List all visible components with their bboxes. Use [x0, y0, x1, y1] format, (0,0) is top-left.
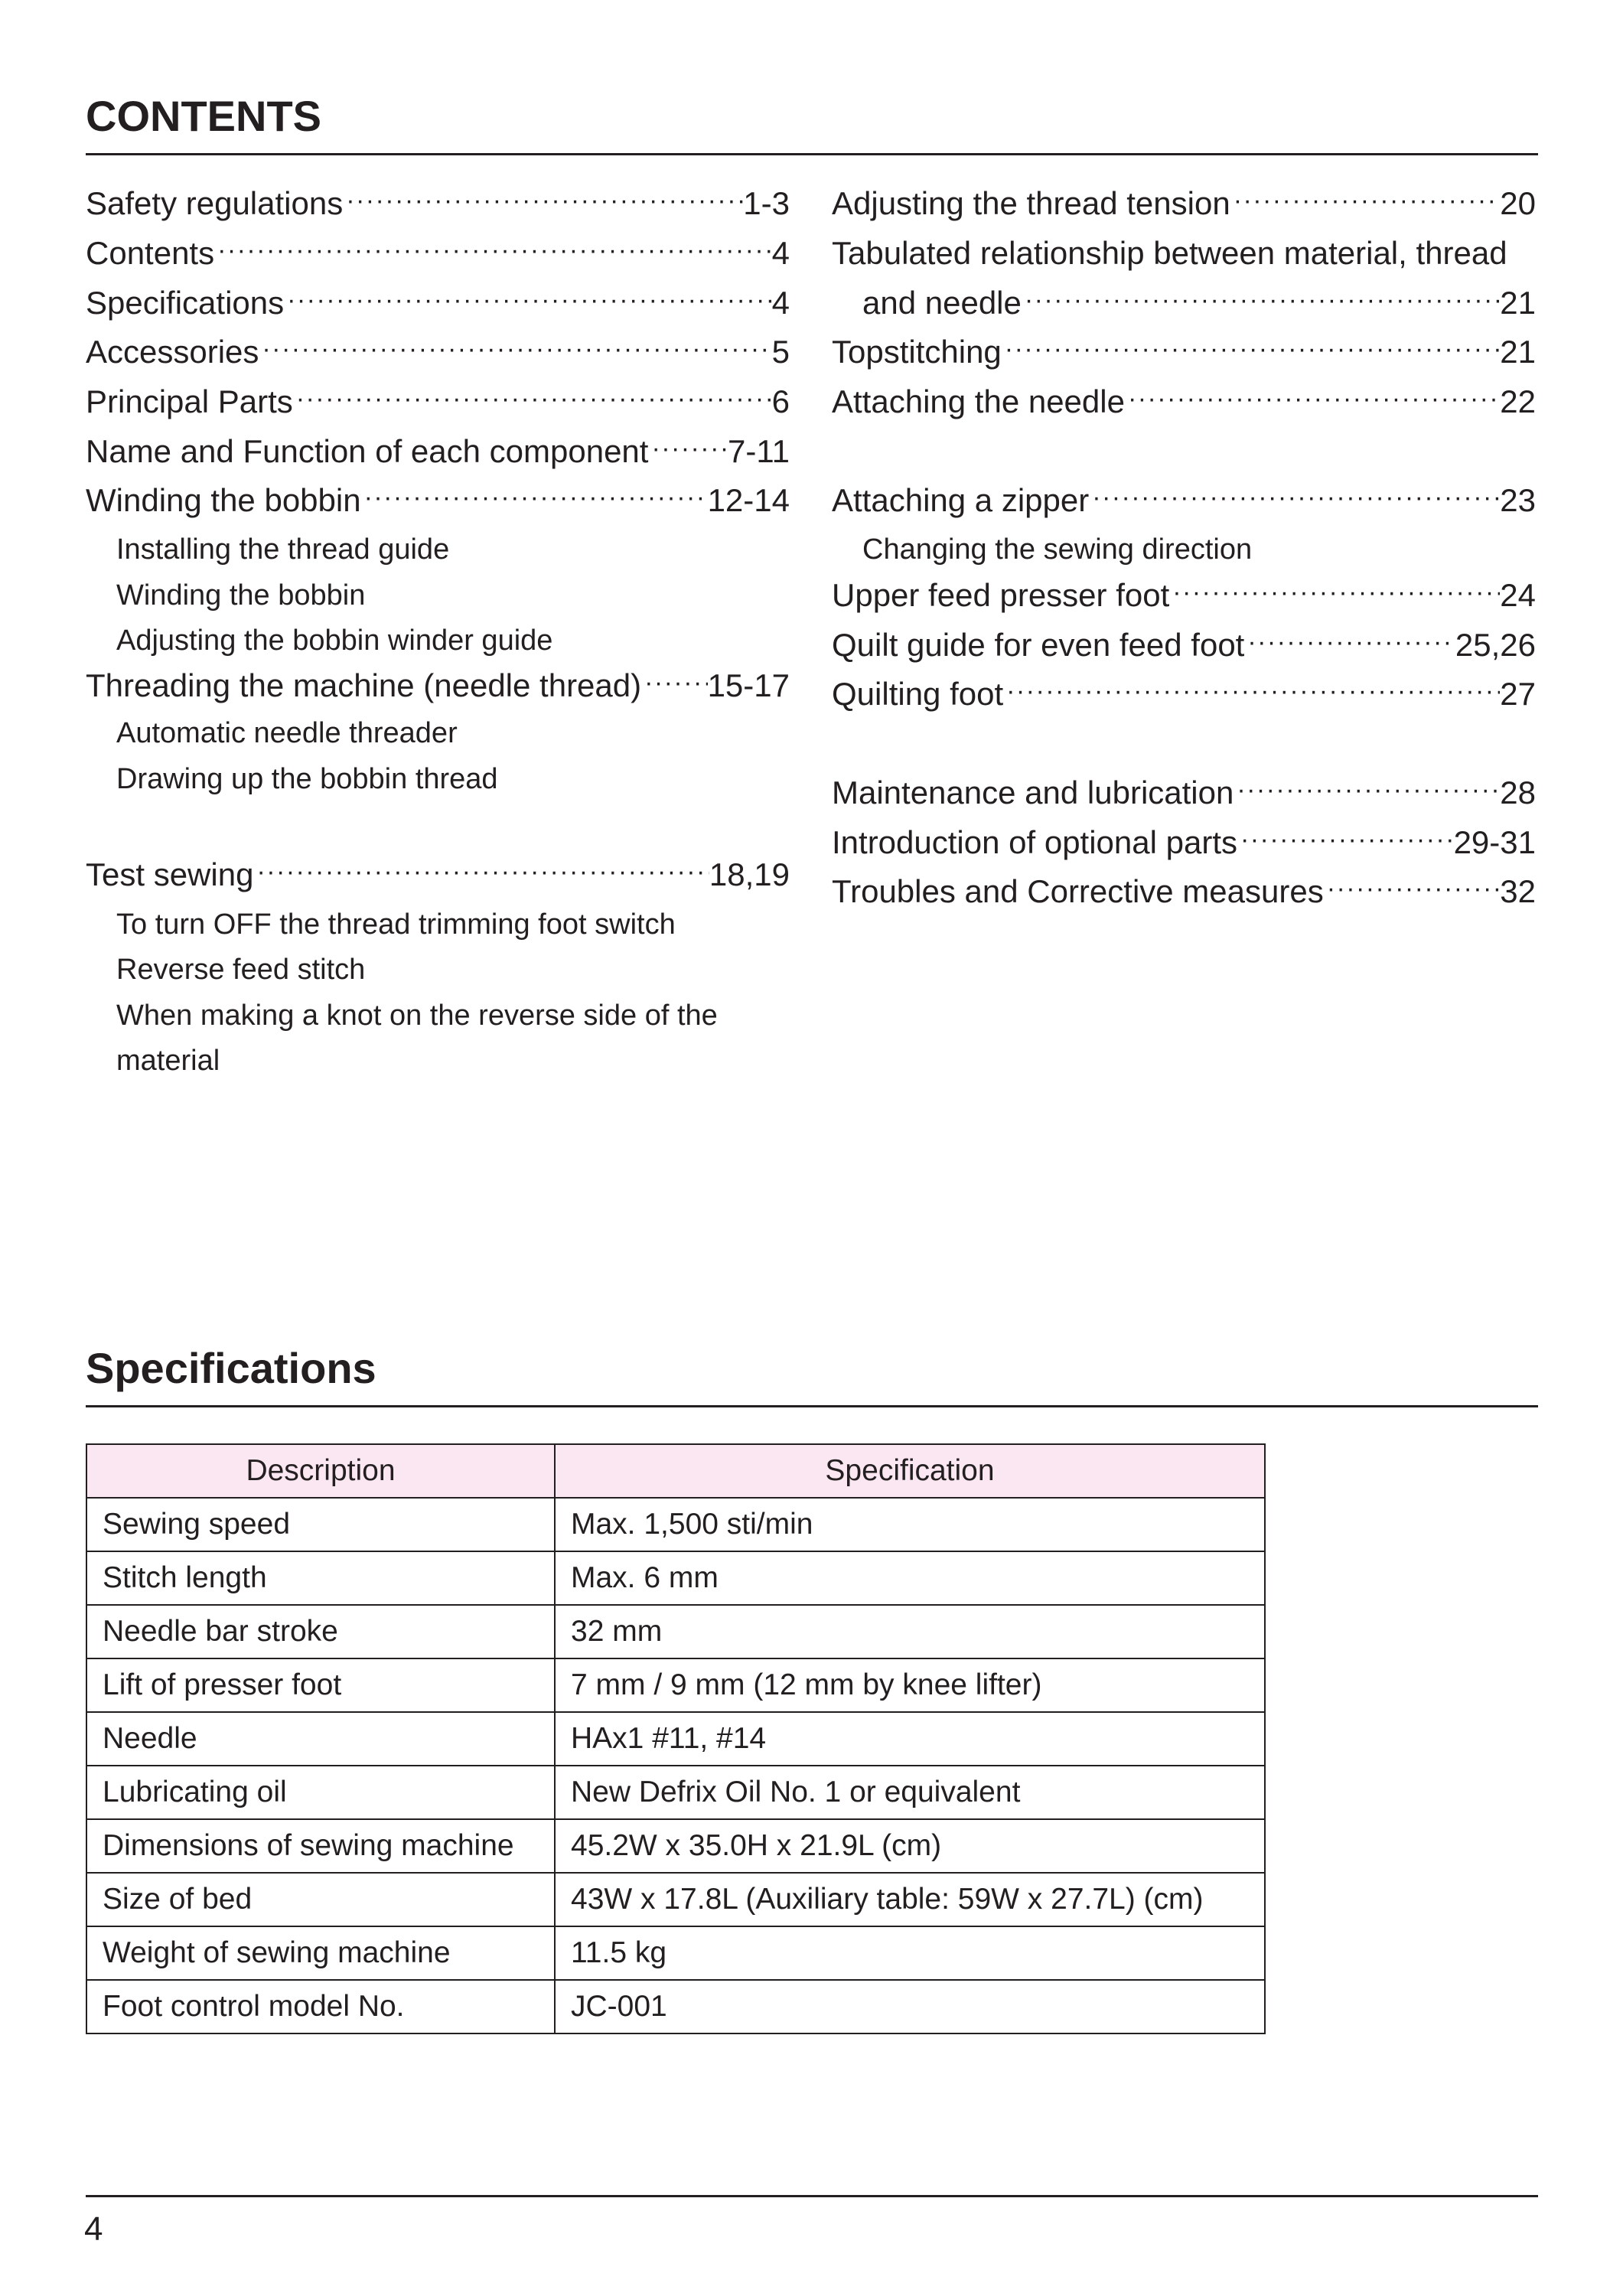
toc-entry[interactable]: Upper feed presser foot · · · 24: [832, 571, 1536, 620]
specification-cell: 7 mm / 9 mm (12 mm by knee lifter): [555, 1658, 1265, 1712]
table-row: [86, 1926, 1265, 1980]
toc-subentry[interactable]: material: [116, 1044, 220, 1077]
toc-entry[interactable]: Accessories · · · 5: [86, 328, 790, 377]
description-cell: Foot control model No.: [86, 1980, 555, 2033]
toc-subentry[interactable]: Drawing up the bobbin thread: [116, 762, 498, 795]
toc-entry[interactable]: Test sewing · · · 18,19: [86, 850, 790, 899]
toc-entry[interactable]: Name and Function of each component · · · 7-11: [86, 427, 790, 476]
toc-entry[interactable]: Troubles and Corrective measures · · · 32: [832, 867, 1536, 916]
toc-entry[interactable]: and needle · · · 21: [832, 279, 1536, 328]
toc-subentry[interactable]: Reverse feed stitch: [116, 953, 366, 986]
description-cell: Sewing speed: [86, 1498, 555, 1551]
toc-entry[interactable]: Contents · · · 4: [86, 229, 790, 278]
table-row: [86, 1766, 1265, 1819]
description-cell: Needle: [86, 1712, 555, 1766]
description-cell: Stitch length: [86, 1551, 555, 1605]
toc-entry[interactable]: Introduction of optional parts · · · 29-31: [832, 818, 1536, 867]
description-cell: Size of bed: [86, 1873, 555, 1926]
specification-cell: JC-001: [555, 1980, 1265, 2033]
table-header-row: [86, 1444, 1265, 1498]
table-row: [86, 1819, 1265, 1873]
table-row: [86, 1605, 1265, 1658]
toc-entry[interactable]: Maintenance and lubrication · · · 28: [832, 768, 1536, 817]
specifications-table: [86, 1443, 1266, 2034]
toc-entry[interactable]: Safety regulations · · · 1-3: [86, 179, 790, 228]
specification-cell: HAx1 #11, #14: [555, 1712, 1265, 1766]
description-cell: Lift of presser foot: [86, 1658, 555, 1712]
description-cell: Lubricating oil: [86, 1766, 555, 1819]
contents-rule: [86, 153, 1538, 155]
toc-subentry[interactable]: When making a knot on the reverse side of the: [116, 999, 718, 1032]
toc-entry[interactable]: Attaching a zipper · · · 23: [832, 476, 1536, 525]
toc-subentry[interactable]: Adjusting the bobbin winder guide: [116, 624, 553, 657]
specification-cell: 11.5 kg: [555, 1926, 1265, 1980]
toc-entry[interactable]: Topstitching · · · 21: [832, 328, 1536, 377]
toc-entry[interactable]: Quilt guide for even feed foot · · · 25,26: [832, 621, 1536, 670]
footer-rule: [86, 2195, 1538, 2197]
toc-entry[interactable]: Threading the machine (needle thread) · · · 15-17: [86, 661, 790, 710]
description-cell: Dimensions of sewing machine: [86, 1819, 555, 1873]
table-row: [86, 1551, 1265, 1605]
table-row: [86, 1712, 1265, 1766]
toc-entry[interactable]: Quilting foot · · · 27: [832, 670, 1536, 719]
toc-subentry[interactable]: Changing the sewing direction: [862, 533, 1253, 566]
contents-title: CONTENTS: [86, 92, 321, 140]
toc-subentry[interactable]: Winding the bobbin: [116, 579, 366, 612]
toc-entry[interactable]: Principal Parts · · · 6: [86, 377, 790, 426]
toc-entry[interactable]: Attaching the needle · · · 22: [832, 377, 1536, 426]
specification-cell: 32 mm: [555, 1605, 1265, 1658]
description-cell: Needle bar stroke: [86, 1605, 555, 1658]
specification-cell: Max. 1,500 sti/min: [555, 1498, 1265, 1551]
specification-cell: Max. 6 mm: [555, 1551, 1265, 1605]
table-row: [86, 1658, 1265, 1712]
description-cell: Weight of sewing machine: [86, 1926, 555, 1980]
specifications-title: Specifications: [86, 1344, 376, 1392]
toc-entry-line[interactable]: Tabulated relationship between material, thread: [832, 235, 1507, 271]
toc-entry[interactable]: Winding the bobbin · · · 12-14: [86, 476, 790, 525]
specification-cell: 45.2W x 35.0H x 21.9L (cm): [555, 1819, 1265, 1873]
toc-subentry[interactable]: Automatic needle threader: [116, 716, 458, 749]
toc-entry[interactable]: Specifications · · · 4: [86, 279, 790, 328]
specification-cell: 43W x 17.8L (Auxiliary table: 59W x 27.7L) (cm): [555, 1873, 1265, 1926]
toc-subentry[interactable]: Installing the thread guide: [116, 533, 450, 566]
specifications-rule: [86, 1405, 1538, 1407]
table-row: [86, 1980, 1265, 2033]
toc-subentry[interactable]: To turn OFF the thread trimming foot switch: [116, 908, 676, 941]
column-header-specification: Specification: [555, 1444, 1265, 1498]
table-row: [86, 1498, 1265, 1551]
column-header-description: Description: [86, 1444, 555, 1498]
specification-cell: New Defrix Oil No. 1 or equivalent: [555, 1766, 1265, 1819]
table-row: [86, 1873, 1265, 1926]
page-number: 4: [84, 2210, 103, 2248]
toc-entry[interactable]: Adjusting the thread tension · · · 20: [832, 179, 1536, 228]
